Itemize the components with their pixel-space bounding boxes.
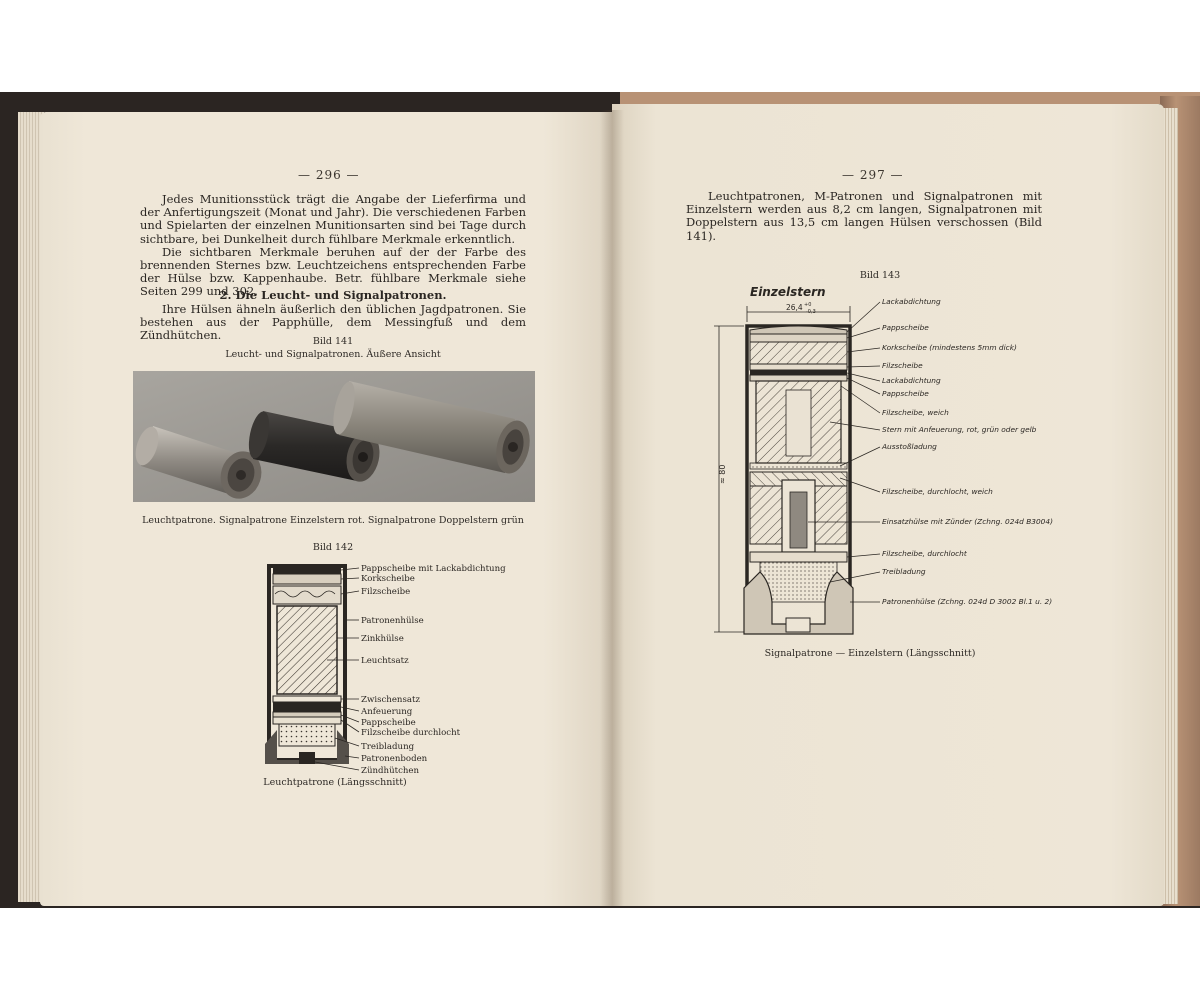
book-cover-top (620, 92, 1200, 104)
page-number-296: — 296 — (298, 168, 360, 182)
intro-paragraph-2: Die sichtbaren Merkmale beruhen auf der der Farbe des brennenden Sternes bzw. Leuchtzeichens entsprechenden Farbe der Hülse bzw. Kappenhaube. Betr. fühlbare Merkmale siehe Seiten 299 und 302. (140, 244, 526, 299)
fig142-label: Patronenhülse (361, 616, 424, 626)
fig143-dim-top-sup: +0 (804, 302, 812, 308)
fig141-caption: Leuchtpatrone. Signalpatrone Einzelstern rot. Signalpatrone Doppelstern grün (142, 515, 524, 526)
fig143-label: Pappscheibe (882, 389, 929, 398)
fig142-label: Pappscheibe mit Lackabdichtung (361, 564, 506, 574)
fig143-pappscheibe-2 (750, 375, 847, 381)
cartridges-photo-svg (133, 371, 535, 502)
fig143-label: Stern mit Anfeuerung, rot, grün oder gelb (882, 425, 1037, 434)
right-paragraph: Leuchtpatronen, M-Patronen und Signalpatronen mit Einzelstern werden aus 8,2 cm langen, Signalpatronen mit Doppelstern aus 13,5 cm langen Hülsen verschossen (Bild 141). (686, 189, 1042, 243)
fig143-einsatz-left (750, 486, 782, 544)
fig142-label: Filzscheibe (361, 587, 411, 597)
fig143-zuendhuetchen (786, 618, 810, 632)
fig143-label: Filzscheibe, weich (882, 408, 949, 417)
fig143-dim-top-sub: -0,3 (806, 309, 816, 315)
intro-text (140, 193, 526, 299)
fig142-label: Pappscheibe (361, 718, 416, 728)
fig143-label: Pappscheibe (882, 323, 929, 332)
fig143-zuender (790, 492, 807, 548)
fig141-title: Bild 141 (312, 336, 354, 347)
fig143-dim-top-value: 26,4 (786, 303, 803, 312)
fig142-labels (360, 564, 506, 775)
fig143-label: Einsatzhülse mit Zünder (Zchng. 024d B3004) (882, 517, 1053, 526)
fig142-felt (273, 586, 341, 604)
right-text (686, 190, 1042, 243)
fig143-label: Treibladung (882, 567, 926, 576)
fig143-diagram (700, 282, 1060, 642)
intro-paragraph-1: Jedes Munitionsstück trägt die Angabe der Lieferfirma und der Anfertigungszeit (Monat und Jahr). Die verschiedenen Farben und Spielarten der einzelnen Munitionsarten sind bei Tage durch sichtbare, bei Dunkelheit durch fühlbare Merkmale erkenntlich. (140, 192, 526, 246)
fig142-zwischensatz (273, 696, 341, 702)
fig142-label: Treibladung (361, 742, 415, 752)
page-number-297: — 297 — (842, 168, 904, 182)
fig142-label: Filzscheibe durchlocht (361, 728, 461, 738)
fig142-anfeuerung (273, 702, 341, 712)
fig141-subtitle: Leucht- und Signalpatronen. Äußere Ansicht (225, 349, 441, 360)
fig143-label: Korkscheibe (mindestens 5mm dick) (882, 343, 1017, 352)
fig142-leuchtsatz (277, 606, 337, 694)
fig143-filz-durchlocht (750, 552, 847, 562)
fig142-label: Patronenboden (361, 754, 428, 764)
fig143-labels (881, 297, 1053, 606)
fig142-zuendhuetchen (299, 752, 315, 764)
fig143-ausstossladung (750, 463, 847, 469)
fig143-stern-core (786, 390, 811, 456)
fig142-pappscheibe (273, 712, 341, 717)
fig142-label: Korkscheibe (361, 574, 415, 584)
fig143-label: Filzscheibe (882, 361, 923, 370)
fig143-lackabdichtung-2 (750, 370, 847, 375)
fig143-dim-side-value: ≈ 80 (718, 464, 727, 484)
fig143-title: Bild 143 (859, 270, 901, 281)
fig143-label: Lackabdichtung (882, 297, 941, 306)
fig142-label: Zündhütchen (361, 766, 420, 775)
fig143-korkscheibe (750, 342, 847, 364)
cartridges-photo (133, 371, 535, 502)
fig142-cork (273, 574, 341, 584)
section-paragraph: Ihre Hülsen ähneln äußerlich den üblichen Jagdpatronen. Sie bestehen aus der Papphülle, dem Messingfuß und dem Zündhütchen. (140, 302, 526, 343)
fig143-einsatz-right (815, 486, 847, 544)
fig142-label: Zinkhülse (361, 634, 404, 644)
fig143-label: Filzscheibe, durchlocht (882, 549, 967, 558)
fig142-caption: Leuchtpatrone (Längsschnitt) (263, 777, 407, 788)
fig143-label: Lackabdichtung (882, 376, 941, 385)
book-gutter (600, 110, 624, 906)
fig143-heading: Einzelstern (750, 285, 826, 299)
fig143-label: Patronenhülse (Zchng. 024d D 3002 Bl.1 u. 2) (882, 597, 1053, 606)
fig142-treibladung (279, 724, 335, 746)
fig143-label: Filzscheibe, durchlocht, weich (882, 487, 993, 496)
fig143-label: Ausstoßladung (882, 442, 937, 451)
section-heading: 2. Die Leucht- und Signalpatronen. (219, 288, 447, 302)
fig142-label: Anfeuerung (361, 707, 413, 717)
fig142-label: Zwischensatz (361, 695, 420, 705)
fig142-label: Leuchtsatz (361, 656, 409, 666)
fig142-title: Bild 142 (312, 542, 354, 553)
fig143-pappscheibe-top (750, 334, 847, 342)
fig142-top-disc (273, 568, 341, 574)
fig142-filz-durchlocht (273, 717, 341, 724)
fig143-caption: Signalpatrone — Einzelstern (Längsschnitt) (764, 648, 976, 659)
fig142-diagram (255, 560, 525, 775)
fig143-filzscheibe (750, 364, 847, 370)
